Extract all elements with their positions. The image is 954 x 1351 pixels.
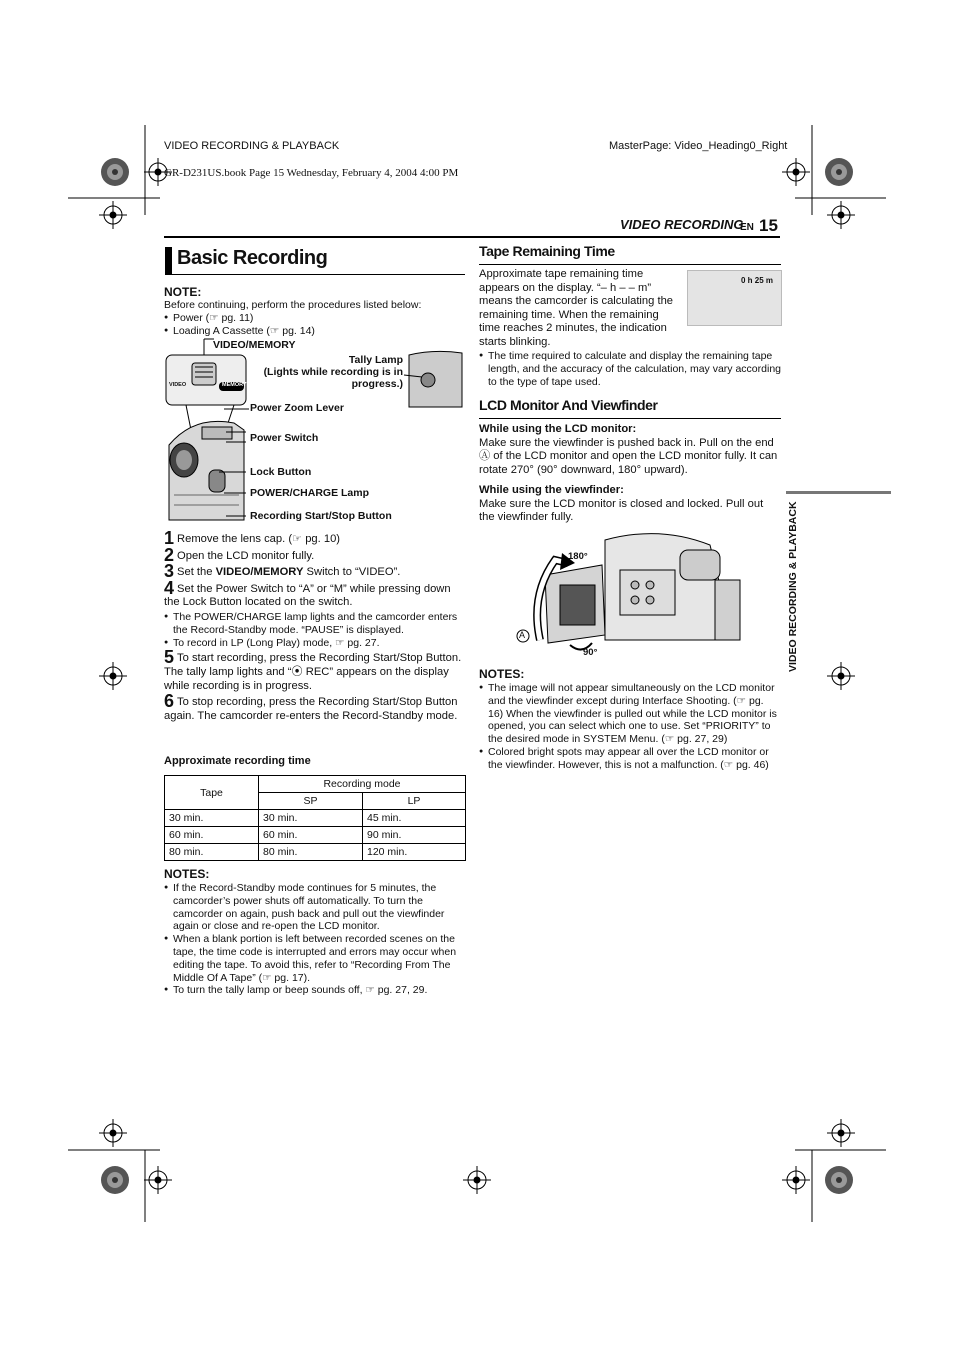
table-cell: 120 min. (363, 844, 466, 861)
step-text: To stop recording, press the Recording Start/Stop Button again. The camcorder re-enters the Record-Standby mode. (164, 696, 458, 722)
header-right: MasterPage: Video_Heading0_Right (609, 140, 788, 152)
tape-bullet-text: ● The time required to calculate and display the remaining tape length, and the accuracy of the calculation, may vary according to the type of tape used. (479, 350, 781, 388)
side-tab-label: VIDEO RECORDING & PLAYBACK (787, 501, 799, 672)
step-text: Switch to “VIDEO”. (303, 566, 401, 579)
step-number: 2 (164, 544, 175, 565)
lcd-note-bullet: ● The image will not appear simultaneously on the LCD monitor and the viewfinder except during Interface Shooting. (☞ pg. 16) When the viewfinder is pulled out while the LCD monitor is opened, you can select which one to use. Set “PRIORITY” to the desired mode in SYSTEM Menu. (☞ pg. 27, 29) (479, 682, 779, 746)
table-cell: 80 min. (165, 844, 259, 861)
angle-180-label: 180° (568, 551, 588, 562)
callout-lock-button: Lock Button (250, 466, 312, 478)
recording-time-table (164, 775, 466, 861)
lcd-sub-2: While using the viewfinder: (479, 484, 624, 496)
note-item: ● Power (☞ pg. 11) (164, 312, 464, 325)
table-cell: 30 min. (165, 810, 259, 827)
lcd-block-1 (479, 423, 781, 477)
note-bullet: ● When a blank portion is left between recorded scenes on the tape, the time code is interrupted and errors may occur when editing the tape. To avoid this, refer to “Recording From The Middle Of A Tape” (☞ pg. 17). (164, 933, 464, 984)
step-text: Open the LCD monitor fully. (177, 549, 315, 562)
tally-lamp-label: Tally Lamp (348, 354, 403, 366)
step-text: To start recording, press the Recording Start/Stop Button. The tally lamp lights and “⦿ REC” appears on the display while recording is in progress. (164, 652, 462, 692)
step-bullet: ● The POWER/CHARGE lamp lights and the camcorder enters the Record-Standby mode. “PAUSE” is displayed. (164, 611, 464, 637)
table-row (165, 844, 466, 861)
note-intro: Before continuing, perform the procedures listed below: (164, 299, 422, 311)
step-text: Set the Power Switch to “A” or “M” while pressing down the Lock Button located on the switch. (164, 582, 451, 609)
table-header-mode: Recording mode (259, 776, 466, 793)
running-head-section: VIDEO RECORDING (620, 217, 744, 232)
switch-video-label: VIDEO (169, 382, 187, 388)
table-header-tape: Tape (165, 776, 259, 810)
lcd-rotation-illustration (510, 525, 745, 660)
tape-display-value: 0 h 25 m (740, 276, 773, 285)
step-text-bold: VIDEO/MEMORY (215, 566, 304, 579)
table-cell: 60 min. (165, 827, 259, 844)
switch-memory-label: MEMORY (222, 382, 247, 388)
table-header-row (165, 776, 466, 793)
lcd-text-2: Make sure the LCD monitor is closed and locked. Pull out the viewfinder fully. (479, 497, 764, 524)
notes-list (164, 882, 464, 997)
step-5 (164, 647, 464, 693)
step-text: Remove the lens cap. (☞ pg. 10) (177, 533, 341, 545)
tape-bullet (479, 350, 781, 388)
table-cell: 30 min. (259, 810, 363, 827)
step-1 (164, 528, 464, 548)
book-line: GR-D231US.book Page 15 Wednesday, February 4, 2004 4:00 PM (164, 167, 459, 179)
step-4-bullets (164, 611, 464, 649)
table-cell: 60 min. (259, 827, 363, 844)
step-number: 3 (164, 561, 175, 582)
section-title: Basic Recording (177, 247, 328, 269)
steps (164, 528, 464, 723)
side-tab-bar (786, 491, 891, 494)
table-cell: 45 min. (363, 810, 466, 827)
tape-text: Approximate tape remaining time appears on the display. “– h – – m” means the camcorder is calculating the remaining time. When the remaining time reaches 2 minutes, the indication starts blinking. (479, 268, 674, 348)
note-label: NOTE: (164, 285, 202, 299)
running-head-lang: EN (740, 222, 754, 233)
step-number: 6 (164, 691, 175, 712)
callout-tally-lamp (252, 354, 403, 390)
table-row (165, 827, 466, 844)
table-row (165, 810, 466, 827)
callout-power-zoom: Power Zoom Lever (250, 402, 344, 414)
callout-video-memory: VIDEO/MEMORY (213, 339, 296, 351)
table-cell: 80 min. (259, 844, 363, 861)
title-rule (165, 274, 465, 275)
tally-lamp-sub: (Lights while recording is in progress.) (263, 366, 403, 390)
tape-display-screen (687, 270, 782, 326)
lcd-sub-1: While using the LCD monitor: (479, 423, 637, 435)
tape-title: Tape Remaining Time (479, 243, 615, 259)
lcd-title: LCD Monitor And Viewfinder (479, 397, 658, 413)
lcd-block-2 (479, 484, 781, 525)
table-title: Approximate recording time (164, 755, 311, 767)
notes-label: NOTES: (164, 867, 210, 881)
step-number: 5 (164, 647, 175, 668)
header-rule (164, 236, 780, 238)
lcd-text-1: Make sure the viewfinder is pushed back in. Pull on the end Ⓐ of the LCD monitor and open the LCD monitor fully. It can rotate 270° (90° downward, 180° upward). (479, 436, 778, 476)
step-2 (164, 544, 464, 565)
lcd-notes-label: NOTES: (479, 667, 525, 681)
callout-power-switch: Power Switch (250, 432, 319, 444)
step-number: 4 (164, 577, 175, 598)
callout-power-charge: POWER/CHARGE Lamp (250, 487, 370, 499)
step-number: 1 (164, 528, 175, 548)
title-marker (165, 247, 172, 274)
step-3 (164, 561, 464, 582)
marker-a-label: A (519, 630, 526, 640)
table-cell: 90 min. (363, 827, 466, 844)
step-text: Set the (177, 566, 216, 579)
lcd-title-rule (479, 418, 781, 419)
step-bullet: ● To record in LP (Long Play) mode, ☞ pg. 27. (164, 637, 464, 650)
tape-title-rule (479, 264, 781, 265)
lcd-note-bullet: ● Colored bright spots may appear all over the LCD monitor or the viewfinder. However, this is not a malfunction. (☞ pg. 46) (479, 746, 779, 772)
step-4 (164, 577, 464, 610)
table-header-lp: LP (363, 793, 466, 810)
note-block (164, 299, 464, 337)
note-bullet: ● If the Record-Standby mode continues for 5 minutes, the camcorder’s power shuts off automatically. To turn the camcorder on again, push back and pull out the viewfinder again or close and re-open the LCD monitor. (164, 882, 464, 933)
page-number: 15 (759, 216, 778, 235)
note-bullet: ● To turn the tally lamp or beep sounds off, ☞ pg. 27, 29. (164, 984, 464, 997)
table-header-sp: SP (259, 793, 363, 810)
step-6 (164, 691, 464, 723)
note-item: ● Loading A Cassette (☞ pg. 14) (164, 325, 464, 338)
angle-90-label: 90° (583, 647, 598, 658)
callout-rec-button: Recording Start/Stop Button (250, 510, 392, 522)
lcd-notes-list (479, 682, 779, 772)
header-left: VIDEO RECORDING & PLAYBACK (164, 140, 340, 152)
